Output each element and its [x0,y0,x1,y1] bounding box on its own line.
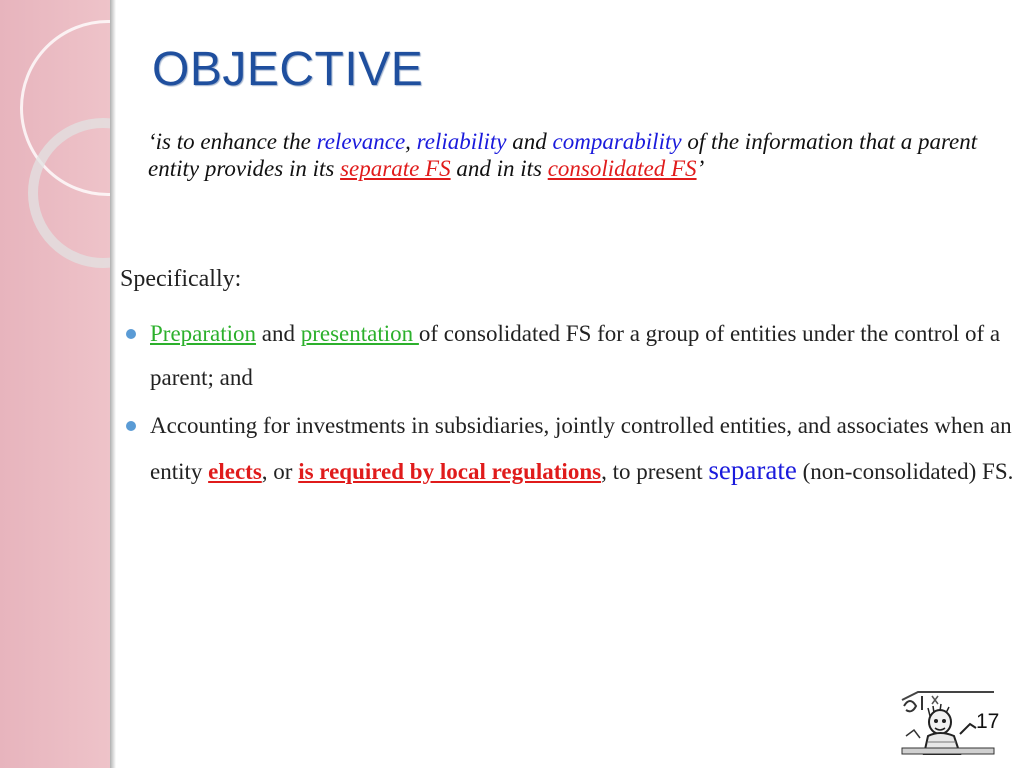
decorative-side-panel [0,0,110,768]
bullet-list [122,312,1014,498]
specifically-heading: Specifically: [120,266,242,292]
bullet-item [122,312,1014,400]
quote-text: of the information that a parent entity provides in its [148,129,978,181]
quote-text: and [506,129,553,154]
round-bullet-icon [126,329,136,339]
term-reliability: reliability [416,129,507,154]
page-number: 17 [976,710,1000,733]
term-presentation: presentation [300,321,419,346]
term-required-by-local-regulations: is required by local regulations [298,459,602,484]
term-preparation: Preparation [150,321,257,346]
bullet-text: (non-consolidated) FS. [796,459,1014,484]
bullet-text: , or [261,459,299,484]
bullet-item [122,404,1014,494]
term-elects: elects [208,459,262,484]
quote-text: , [405,129,417,154]
term-separate: separate [708,455,797,485]
bullet-text: of consolidated FS for a group of entities under the control of a parent; and [150,321,1001,390]
term-separate-fs: separate FS [340,156,451,181]
side-panel-edge [110,0,116,768]
quote-text: and in its [450,156,548,181]
bullet-text: , to present [601,459,709,484]
bullet-text: Accounting for investments in subsidiaries, jointly controlled entities, and associates when an entity [150,413,1012,484]
term-consolidated-fs: consolidated FS [547,156,697,181]
quote-text: ‘is to enhance the [148,129,317,154]
bullet-text: and [256,321,301,346]
objective-quote [148,128,1008,182]
term-comparability: comparability [552,129,682,154]
quote-text: ’ [696,156,705,181]
term-relevance: relevance [316,129,406,154]
round-bullet-icon [126,421,136,431]
slide-title: OBJECTIVE [152,43,424,96]
